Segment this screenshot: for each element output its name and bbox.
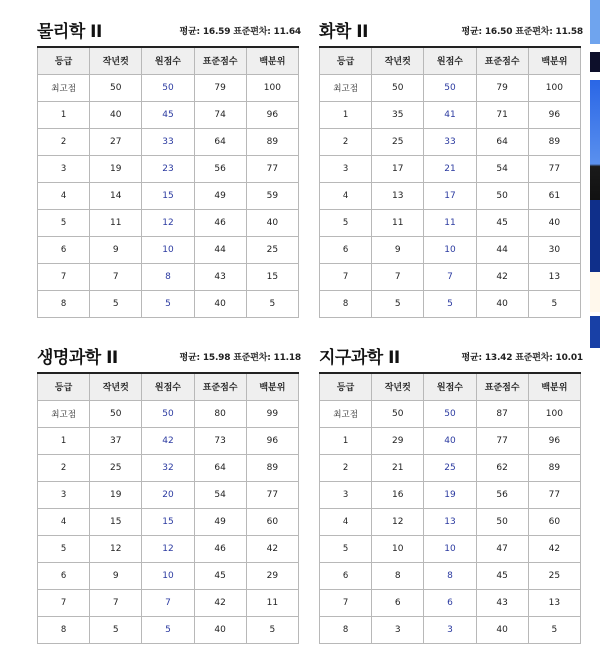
grade-cell: 1 [38,427,90,454]
percentile-cell: 77 [528,481,580,508]
grade-cell: 2 [320,128,372,155]
last-year-cut-cell: 12 [90,535,142,562]
table-row [320,182,581,209]
standard-score-cell: 71 [476,101,528,128]
grade-cell: 6 [320,236,372,263]
table-row [320,562,581,589]
standard-score-cell: 42 [476,263,528,290]
raw-score-cell: 13 [424,508,476,535]
column-header: 등급 [38,47,90,74]
percentile-cell: 89 [246,454,298,481]
table-row [38,400,299,427]
score-table-block [37,14,299,318]
percentile-cell: 25 [246,236,298,263]
standard-score-cell: 43 [194,263,246,290]
grade-cell: 5 [38,209,90,236]
grade-cell: 2 [38,128,90,155]
last-year-cut-cell: 35 [372,101,424,128]
standard-score-cell: 40 [476,290,528,317]
column-header: 백분위 [246,47,298,74]
raw-score-cell: 42 [142,427,194,454]
raw-score-cell: 32 [142,454,194,481]
last-year-cut-cell: 12 [372,508,424,535]
percentile-cell: 60 [246,508,298,535]
grade-cell: 7 [320,589,372,616]
percentile-cell: 11 [246,589,298,616]
percentile-cell: 5 [246,290,298,317]
raw-score-cell: 40 [424,427,476,454]
last-year-cut-cell: 50 [90,400,142,427]
last-year-cut-cell: 16 [372,481,424,508]
percentile-cell: 5 [528,616,580,643]
column-header: 등급 [320,373,372,400]
mean-stddev-stats: 평균: 16.50 표준편차: 11.58 [461,27,583,37]
column-header: 표준점수 [194,47,246,74]
last-year-cut-cell: 50 [372,400,424,427]
table-row [320,236,581,263]
standard-score-cell: 56 [476,481,528,508]
last-year-cut-cell: 10 [372,535,424,562]
raw-score-cell: 50 [142,74,194,101]
last-year-cut-cell: 19 [90,155,142,182]
table-row [38,290,299,317]
percentile-cell: 59 [246,182,298,209]
table-row [320,155,581,182]
last-year-cut-cell: 14 [90,182,142,209]
table-row [320,427,581,454]
column-header: 표준점수 [194,373,246,400]
grade-cut-table [37,46,299,318]
raw-score-cell: 25 [424,454,476,481]
percentile-cell: 25 [528,562,580,589]
last-year-cut-cell: 5 [90,290,142,317]
standard-score-cell: 40 [194,290,246,317]
grade-cut-table [37,372,299,644]
raw-score-cell: 8 [142,263,194,290]
raw-score-cell: 10 [424,236,476,263]
table-row [320,101,581,128]
standard-score-cell: 49 [194,508,246,535]
raw-score-cell: 5 [142,616,194,643]
standard-score-cell: 80 [194,400,246,427]
percentile-cell: 96 [528,101,580,128]
score-table-block [319,14,581,318]
standard-score-cell: 46 [194,209,246,236]
side-banner-strip[interactable] [590,0,600,659]
table-header-row [38,373,299,400]
percentile-cell: 60 [528,508,580,535]
raw-score-cell: 7 [424,263,476,290]
table-row [320,535,581,562]
table-row [38,508,299,535]
grade-cell: 4 [320,508,372,535]
grade-cell: 최고점 [38,74,90,101]
raw-score-cell: 6 [424,589,476,616]
table-heading [37,14,299,46]
standard-score-cell: 74 [194,101,246,128]
percentile-cell: 96 [246,101,298,128]
grade-cell: 7 [38,589,90,616]
standard-score-cell: 45 [476,562,528,589]
percentile-cell: 13 [528,263,580,290]
last-year-cut-cell: 3 [372,616,424,643]
last-year-cut-cell: 9 [90,562,142,589]
last-year-cut-cell: 7 [90,263,142,290]
raw-score-cell: 45 [142,101,194,128]
grade-cell: 최고점 [38,400,90,427]
table-row [320,128,581,155]
percentile-cell: 77 [246,481,298,508]
table-header-row [320,373,581,400]
grade-cell: 2 [320,454,372,481]
raw-score-cell: 19 [424,481,476,508]
raw-score-cell: 23 [142,155,194,182]
grade-cut-table [319,46,581,318]
standard-score-cell: 56 [194,155,246,182]
last-year-cut-cell: 13 [372,182,424,209]
column-header: 작년컷 [372,373,424,400]
grade-cell: 1 [320,427,372,454]
grade-cell: 2 [38,454,90,481]
standard-score-cell: 44 [194,236,246,263]
last-year-cut-cell: 7 [90,589,142,616]
raw-score-cell: 20 [142,481,194,508]
last-year-cut-cell: 5 [372,290,424,317]
table-row [320,400,581,427]
last-year-cut-cell: 25 [90,454,142,481]
table-row [38,128,299,155]
grade-cell: 8 [38,290,90,317]
table-row [38,101,299,128]
table-row [38,562,299,589]
raw-score-cell: 33 [424,128,476,155]
table-header-row [38,47,299,74]
last-year-cut-cell: 7 [372,263,424,290]
percentile-cell: 42 [246,535,298,562]
last-year-cut-cell: 27 [90,128,142,155]
last-year-cut-cell: 9 [90,236,142,263]
raw-score-cell: 7 [142,589,194,616]
grade-cell: 4 [320,182,372,209]
last-year-cut-cell: 50 [372,74,424,101]
standard-score-cell: 50 [476,182,528,209]
column-header: 작년컷 [90,47,142,74]
grade-cell: 8 [320,290,372,317]
standard-score-cell: 73 [194,427,246,454]
raw-score-cell: 8 [424,562,476,589]
last-year-cut-cell: 5 [90,616,142,643]
table-row [38,427,299,454]
raw-score-cell: 11 [424,209,476,236]
table-row [320,481,581,508]
last-year-cut-cell: 37 [90,427,142,454]
grade-cell: 3 [38,155,90,182]
standard-score-cell: 64 [194,128,246,155]
table-row [320,508,581,535]
percentile-cell: 100 [528,400,580,427]
percentile-cell: 77 [528,155,580,182]
column-header: 등급 [320,47,372,74]
column-header: 등급 [38,373,90,400]
percentile-cell: 42 [528,535,580,562]
percentile-cell: 61 [528,182,580,209]
raw-score-cell: 50 [424,74,476,101]
raw-score-cell: 5 [142,290,194,317]
grade-cell: 7 [320,263,372,290]
standard-score-cell: 40 [476,616,528,643]
standard-score-cell: 54 [476,155,528,182]
grade-cell: 6 [38,236,90,263]
column-header: 원점수 [142,47,194,74]
raw-score-cell: 33 [142,128,194,155]
column-header: 원점수 [424,373,476,400]
standard-score-cell: 77 [476,427,528,454]
grade-cell: 8 [38,616,90,643]
column-header: 백분위 [246,373,298,400]
grade-cell: 8 [320,616,372,643]
table-row [320,589,581,616]
mean-stddev-stats: 평균: 16.59 표준편차: 11.64 [179,27,301,37]
table-row [38,236,299,263]
column-header: 표준점수 [476,47,528,74]
percentile-cell: 89 [528,454,580,481]
table-row [38,155,299,182]
percentile-cell: 89 [246,128,298,155]
subject-title: 지구과학 II [319,348,400,368]
raw-score-cell: 15 [142,508,194,535]
standard-score-cell: 79 [194,74,246,101]
grade-cell: 3 [38,481,90,508]
table-row [320,616,581,643]
table-row [320,263,581,290]
table-row [38,74,299,101]
last-year-cut-cell: 9 [372,236,424,263]
last-year-cut-cell: 25 [372,128,424,155]
standard-score-cell: 49 [194,182,246,209]
last-year-cut-cell: 19 [90,481,142,508]
percentile-cell: 89 [528,128,580,155]
raw-score-cell: 15 [142,182,194,209]
table-heading [319,14,581,46]
column-header: 백분위 [528,373,580,400]
last-year-cut-cell: 40 [90,101,142,128]
grade-cell: 3 [320,155,372,182]
grade-cell: 4 [38,508,90,535]
percentile-cell: 40 [246,209,298,236]
table-row [38,616,299,643]
percentile-cell: 99 [246,400,298,427]
table-row [38,535,299,562]
standard-score-cell: 45 [476,209,528,236]
table-heading [37,340,299,372]
grade-cell: 5 [320,535,372,562]
raw-score-cell: 10 [424,535,476,562]
banner-segment [590,200,600,272]
standard-score-cell: 44 [476,236,528,263]
grade-cell: 6 [320,562,372,589]
standard-score-cell: 50 [476,508,528,535]
table-row [38,589,299,616]
banner-segment [590,0,600,44]
last-year-cut-cell: 11 [372,209,424,236]
table-row [38,263,299,290]
table-heading [319,340,581,372]
raw-score-cell: 3 [424,616,476,643]
last-year-cut-cell: 15 [90,508,142,535]
last-year-cut-cell: 21 [372,454,424,481]
raw-score-cell: 50 [424,400,476,427]
banner-segment [590,52,600,72]
raw-score-cell: 12 [142,535,194,562]
banner-segment [590,80,600,200]
grade-cell: 3 [320,481,372,508]
standard-score-cell: 40 [194,616,246,643]
grade-cell: 최고점 [320,400,372,427]
raw-score-cell: 12 [142,209,194,236]
table-row [320,74,581,101]
percentile-cell: 29 [246,562,298,589]
raw-score-cell: 5 [424,290,476,317]
standard-score-cell: 47 [476,535,528,562]
raw-score-cell: 10 [142,236,194,263]
subject-title: 화학 II [319,22,368,42]
column-header: 원점수 [424,47,476,74]
grade-cell: 5 [320,209,372,236]
last-year-cut-cell: 17 [372,155,424,182]
percentile-cell: 96 [528,427,580,454]
percentile-cell: 100 [246,74,298,101]
raw-score-cell: 10 [142,562,194,589]
column-header: 원점수 [142,373,194,400]
last-year-cut-cell: 6 [372,589,424,616]
standard-score-cell: 54 [194,481,246,508]
subject-title: 생명과학 II [37,348,118,368]
standard-score-cell: 87 [476,400,528,427]
percentile-cell: 15 [246,263,298,290]
standard-score-cell: 79 [476,74,528,101]
grade-cell: 5 [38,535,90,562]
table-header-row [320,47,581,74]
percentile-cell: 96 [246,427,298,454]
banner-segment [590,316,600,348]
column-header: 백분위 [528,47,580,74]
raw-score-cell: 50 [142,400,194,427]
last-year-cut-cell: 50 [90,74,142,101]
grade-cell: 6 [38,562,90,589]
score-table-block [37,340,299,644]
table-row [38,454,299,481]
percentile-cell: 5 [528,290,580,317]
subject-title: 물리학 II [37,22,102,42]
grade-cell: 7 [38,263,90,290]
standard-score-cell: 45 [194,562,246,589]
grade-cell: 1 [38,101,90,128]
raw-score-cell: 17 [424,182,476,209]
percentile-cell: 13 [528,589,580,616]
raw-score-cell: 41 [424,101,476,128]
table-row [320,454,581,481]
column-header: 표준점수 [476,373,528,400]
score-table-block [319,340,581,644]
last-year-cut-cell: 29 [372,427,424,454]
grade-cut-table [319,372,581,644]
percentile-cell: 40 [528,209,580,236]
percentile-cell: 100 [528,74,580,101]
table-row [38,481,299,508]
grade-cell: 1 [320,101,372,128]
standard-score-cell: 64 [476,128,528,155]
percentile-cell: 77 [246,155,298,182]
raw-score-cell: 21 [424,155,476,182]
last-year-cut-cell: 8 [372,562,424,589]
mean-stddev-stats: 평균: 13.42 표준편차: 10.01 [461,353,583,363]
banner-segment [590,272,600,312]
table-row [38,182,299,209]
table-row [320,209,581,236]
percentile-cell: 30 [528,236,580,263]
grade-cell: 4 [38,182,90,209]
grade-cell: 최고점 [320,74,372,101]
table-row [38,209,299,236]
standard-score-cell: 43 [476,589,528,616]
standard-score-cell: 64 [194,454,246,481]
column-header: 작년컷 [90,373,142,400]
table-row [320,290,581,317]
column-header: 작년컷 [372,47,424,74]
mean-stddev-stats: 평균: 15.98 표준편차: 11.18 [179,353,301,363]
percentile-cell: 5 [246,616,298,643]
standard-score-cell: 46 [194,535,246,562]
last-year-cut-cell: 11 [90,209,142,236]
standard-score-cell: 42 [194,589,246,616]
standard-score-cell: 62 [476,454,528,481]
